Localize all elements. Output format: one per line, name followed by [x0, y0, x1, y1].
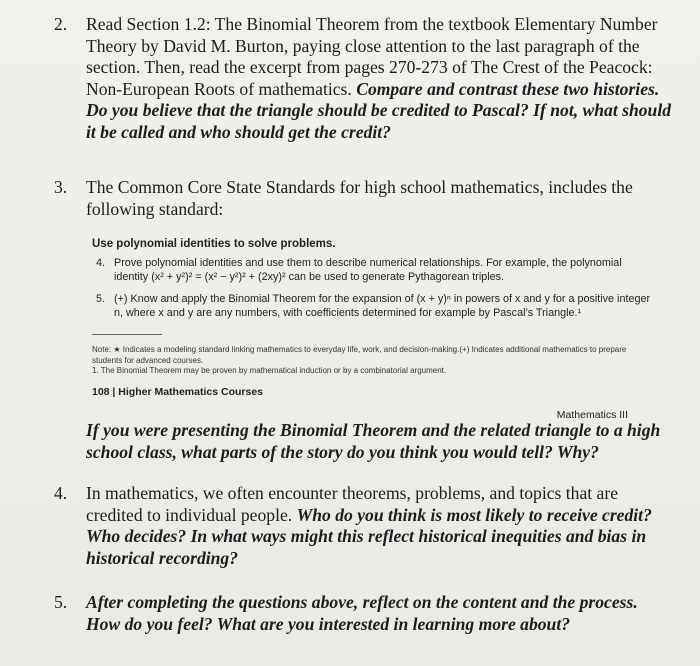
question-body — [86, 14, 674, 143]
standards-excerpt — [92, 238, 652, 421]
excerpt-item — [92, 292, 652, 320]
question-number: 3. — [54, 177, 68, 197]
question-prompt: Who do you think is most likely to receive credit? Who decides? In what ways might this reflect historical inequities and bias in historical recording? — [86, 504, 652, 568]
question-3 — [54, 177, 674, 220]
question-prompt: If you were presenting the Binomial Theorem and the related triangle to a high school class, what parts of the story do you think you would tell? Why? — [86, 420, 661, 462]
question-intro: The Common Core State Standards for high school mathematics, includes the following standard: — [86, 177, 633, 219]
excerpt-item-text: Prove polynomial identities and use them to describe numerical relationships. For example, the polynomial identity (x² + y²)² = (x² − y²)² + (2xy)² can be used to generate Pythagorean triples. — [114, 257, 622, 283]
question-prompt: Compare and contrast these two histories. Do you believe that the triangle should be credited to Pascal? If not, what should it be called and who should get the credit? — [86, 78, 672, 142]
footnote-divider — [92, 334, 162, 335]
question-number: 4. — [54, 483, 68, 503]
excerpt-course-tag: Mathematics III — [556, 409, 628, 421]
question-number: 5. — [54, 592, 68, 612]
question-3-prompt — [54, 420, 674, 463]
excerpt-heading: Use polynomial identities to solve problems. — [92, 238, 336, 250]
question-2 — [54, 14, 674, 143]
question-number: 2. — [54, 14, 68, 34]
excerpt-item — [92, 256, 652, 284]
excerpt-note: Note: ★ Indicates a modeling standard linking mathematics to everyday life, work, and decision-making.(+) Indicates additional mathematics to prepare students for advanced courses. — [92, 345, 627, 365]
excerpt-item-text: (+) Know and apply the Binomial Theorem for the expansion of (x + y)ⁿ in powers of x and y for a positive integer n, where x and y are any numbers, with coefficients determined for example by Pascal’s Triangle.¹ — [114, 293, 651, 319]
question-body — [86, 483, 674, 569]
excerpt-page-footer: 108 | Higher Mathematics Courses — [92, 385, 263, 398]
question-5 — [54, 592, 674, 635]
excerpt-footnote: 1. The Binomial Theorem may be proven by mathematical induction or by a combinatorial argument. — [92, 366, 447, 375]
question-4 — [54, 483, 674, 569]
question-intro: Read Section 1.2: The Binomial Theorem from the textbook Elementary Number Theory by David M. Burton, paying close attention to the last paragraph of the section. Then, read the excerpt from pages 270-273 of The Crest of the Peacock: Non-European Roots of mathematics. — [86, 14, 658, 99]
question-prompt: After completing the questions above, reflect on the content and the process. How do you feel? What are you interested in learning more about? — [86, 592, 638, 634]
question-intro: In mathematics, we often encounter theorems, problems, and topics that are credited to individual people. — [86, 483, 619, 525]
excerpt-item-number: 5. — [96, 293, 106, 305]
excerpt-item-number: 4. — [96, 257, 106, 269]
